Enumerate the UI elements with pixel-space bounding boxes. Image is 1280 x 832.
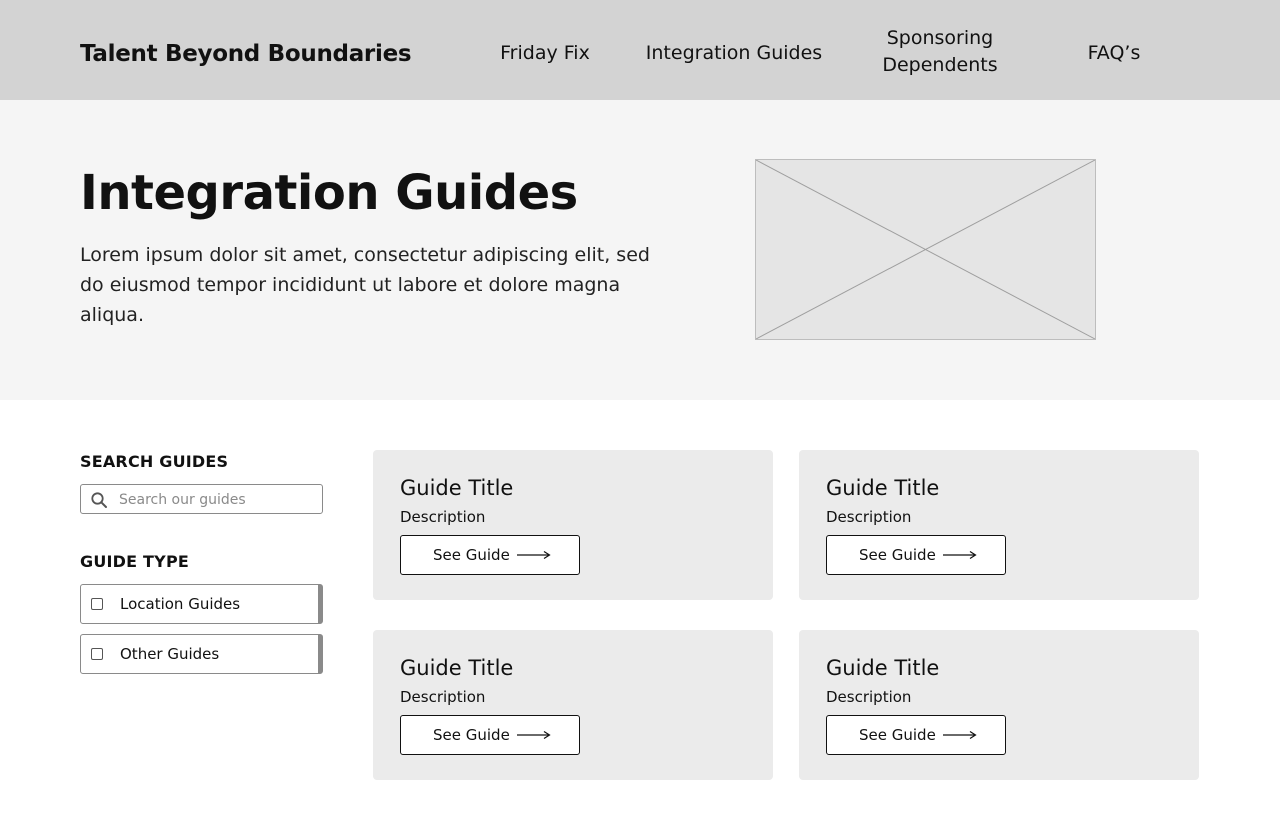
guide-type-heading: GUIDE TYPE — [80, 552, 190, 571]
site-logo[interactable]: Talent Beyond Boundaries — [80, 41, 412, 67]
search-box[interactable] — [80, 484, 323, 514]
see-guide-label: See Guide — [433, 726, 510, 744]
page-title: Integration Guides — [80, 165, 578, 221]
see-guide-label: See Guide — [859, 726, 936, 744]
nav-item-faqs[interactable]: FAQ’s — [1087, 42, 1141, 64]
search-input[interactable] — [119, 489, 315, 510]
arrow-right-icon — [943, 550, 977, 560]
guide-description: Description — [400, 688, 486, 706]
filter-label: Other Guides — [120, 645, 220, 663]
guide-description: Description — [826, 688, 912, 706]
guide-card — [799, 450, 1199, 600]
see-guide-button[interactable] — [826, 715, 1006, 755]
hero-description: Lorem ipsum dolor sit amet, consectetur adipiscing elit, sed do eiusmod tempor incididunt ut labore et dolore magna aliqua. — [80, 244, 650, 326]
guide-description: Description — [826, 508, 912, 526]
see-guide-button[interactable] — [826, 535, 1006, 575]
checkbox-icon[interactable] — [91, 598, 103, 610]
nav-item-friday-fix[interactable]: Friday Fix — [500, 42, 590, 64]
guide-title: Guide Title — [826, 656, 940, 680]
arrow-right-icon — [517, 730, 551, 740]
filter-location-guides[interactable] — [80, 584, 323, 624]
see-guide-button[interactable] — [400, 715, 580, 755]
guide-title: Guide Title — [826, 476, 940, 500]
guide-description: Description — [400, 508, 486, 526]
see-guide-label: See Guide — [433, 546, 510, 564]
see-guide-label: See Guide — [859, 546, 936, 564]
arrow-right-icon — [517, 550, 551, 560]
search-guides-heading: SEARCH GUIDES — [80, 452, 229, 471]
arrow-right-icon — [943, 730, 977, 740]
hero-section — [0, 100, 1280, 400]
see-guide-button[interactable] — [400, 535, 580, 575]
nav-item-integration-guides[interactable]: Integration Guides — [645, 42, 823, 64]
image-placeholder-icon — [755, 159, 1096, 340]
filter-other-guides[interactable] — [80, 634, 323, 674]
guide-card — [373, 450, 773, 600]
filter-label: Location Guides — [120, 595, 241, 613]
checkbox-icon[interactable] — [91, 648, 103, 660]
guide-title: Guide Title — [400, 476, 514, 500]
site-header — [0, 0, 1280, 100]
guide-title: Guide Title — [400, 656, 514, 680]
guide-card — [373, 630, 773, 780]
guide-card — [799, 630, 1199, 780]
search-icon — [90, 491, 108, 509]
nav-item-sponsoring-dependents[interactable]: Sponsoring Dependents — [882, 27, 998, 76]
